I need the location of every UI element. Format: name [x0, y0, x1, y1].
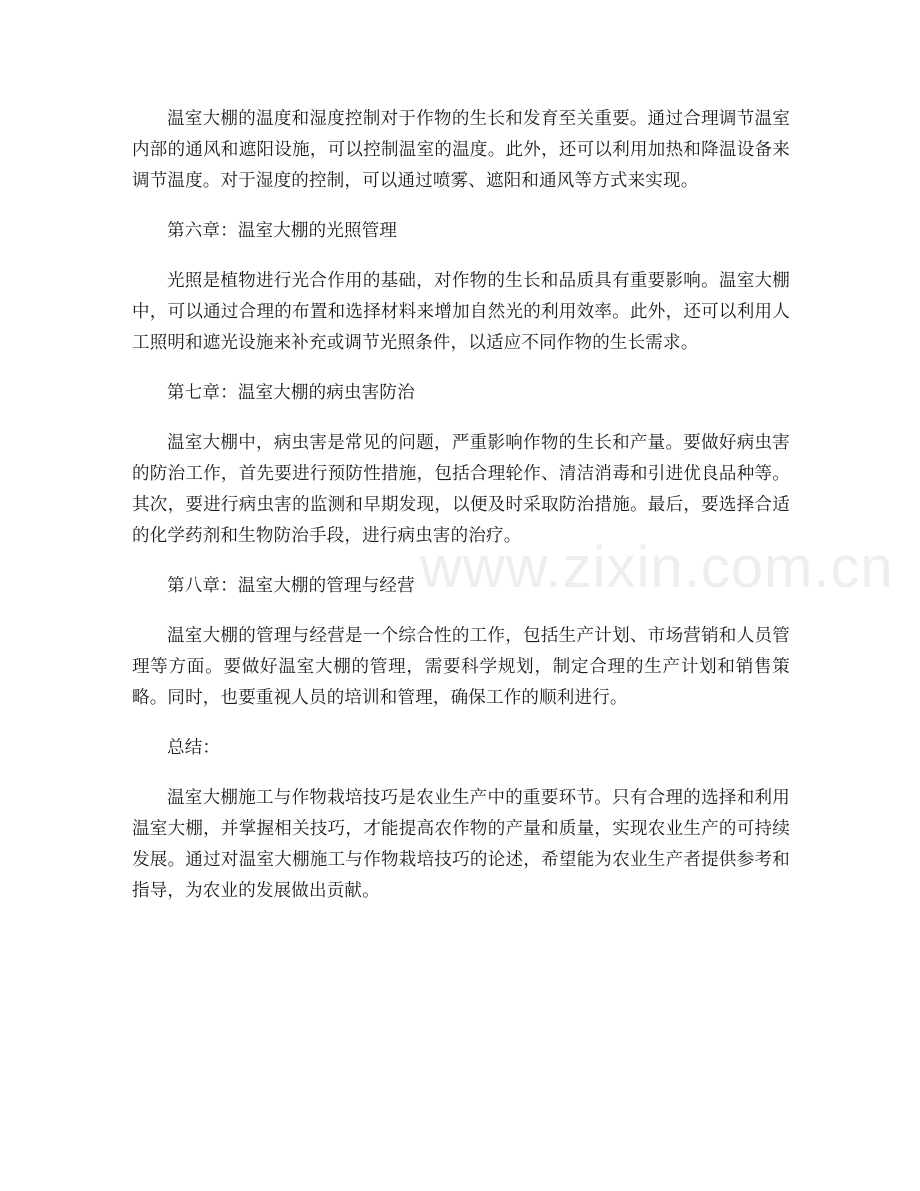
chapter-6-heading: 第六章：温室大棚的光照管理	[167, 221, 398, 241]
paragraph-pest-control: 温室大棚中，病虫害是常见的问题，严重影响作物的生长和产量。要做好病虫害的防治工作，首先要进行预防性措施，包括合理轮作、清洁消毒和引进优良品种等。其次，要进行病虫害的监测和早期发现，以便及时采取防治措施。最后，要选择合适的化学药剂和生物防治手段，进行病虫害的治疗。	[132, 433, 790, 546]
chapter-8-heading: 第八章：温室大棚的管理与经营	[167, 576, 415, 596]
paragraph-management: 温室大棚的管理与经营是一个综合性的工作，包括生产计划、市场营销和人员管理等方面。要做好温室大棚的管理，需要科学规划，制定合理的生产计划和销售策略。同时，也要重视人员的培训和管理，确保工作的顺利进行。	[132, 626, 790, 708]
paragraph-temperature-humidity: 温室大棚的温度和湿度控制对于作物的生长和发育至关重要。通过合理调节温室内部的通风和遮阳设施，可以控制温室的温度。此外，还可以利用加热和降温设备来调节温度。对于湿度的控制，可以通过喷雾、遮阳和通风等方式来实现。	[132, 109, 790, 191]
watermark: www.zixin.com.cn	[420, 535, 894, 600]
paragraph-lighting: 光照是植物进行光合作用的基础，对作物的生长和品质具有重要影响。温室大棚中，可以通过合理的布置和选择材料来增加自然光的利用效率。此外，还可以利用人工照明和遮光设施来补充或调节光照条件，以适应不同作物的生长需求。	[132, 271, 790, 353]
chapter-7-heading: 第七章：温室大棚的病虫害防治	[167, 383, 415, 403]
paragraph-summary: 温室大棚施工与作物栽培技巧是农业生产中的重要环节。只有合理的选择和利用温室大棚，并掌握相关技巧，才能提高农作物的产量和质量，实现农业生产的可持续发展。通过对温室大棚施工与作物栽培技巧的论述，希望能为农业生产者提供参考和指导，为农业的发展做出贡献。	[132, 788, 790, 901]
document-body	[132, 104, 790, 926]
summary-heading: 总结：	[167, 738, 221, 758]
